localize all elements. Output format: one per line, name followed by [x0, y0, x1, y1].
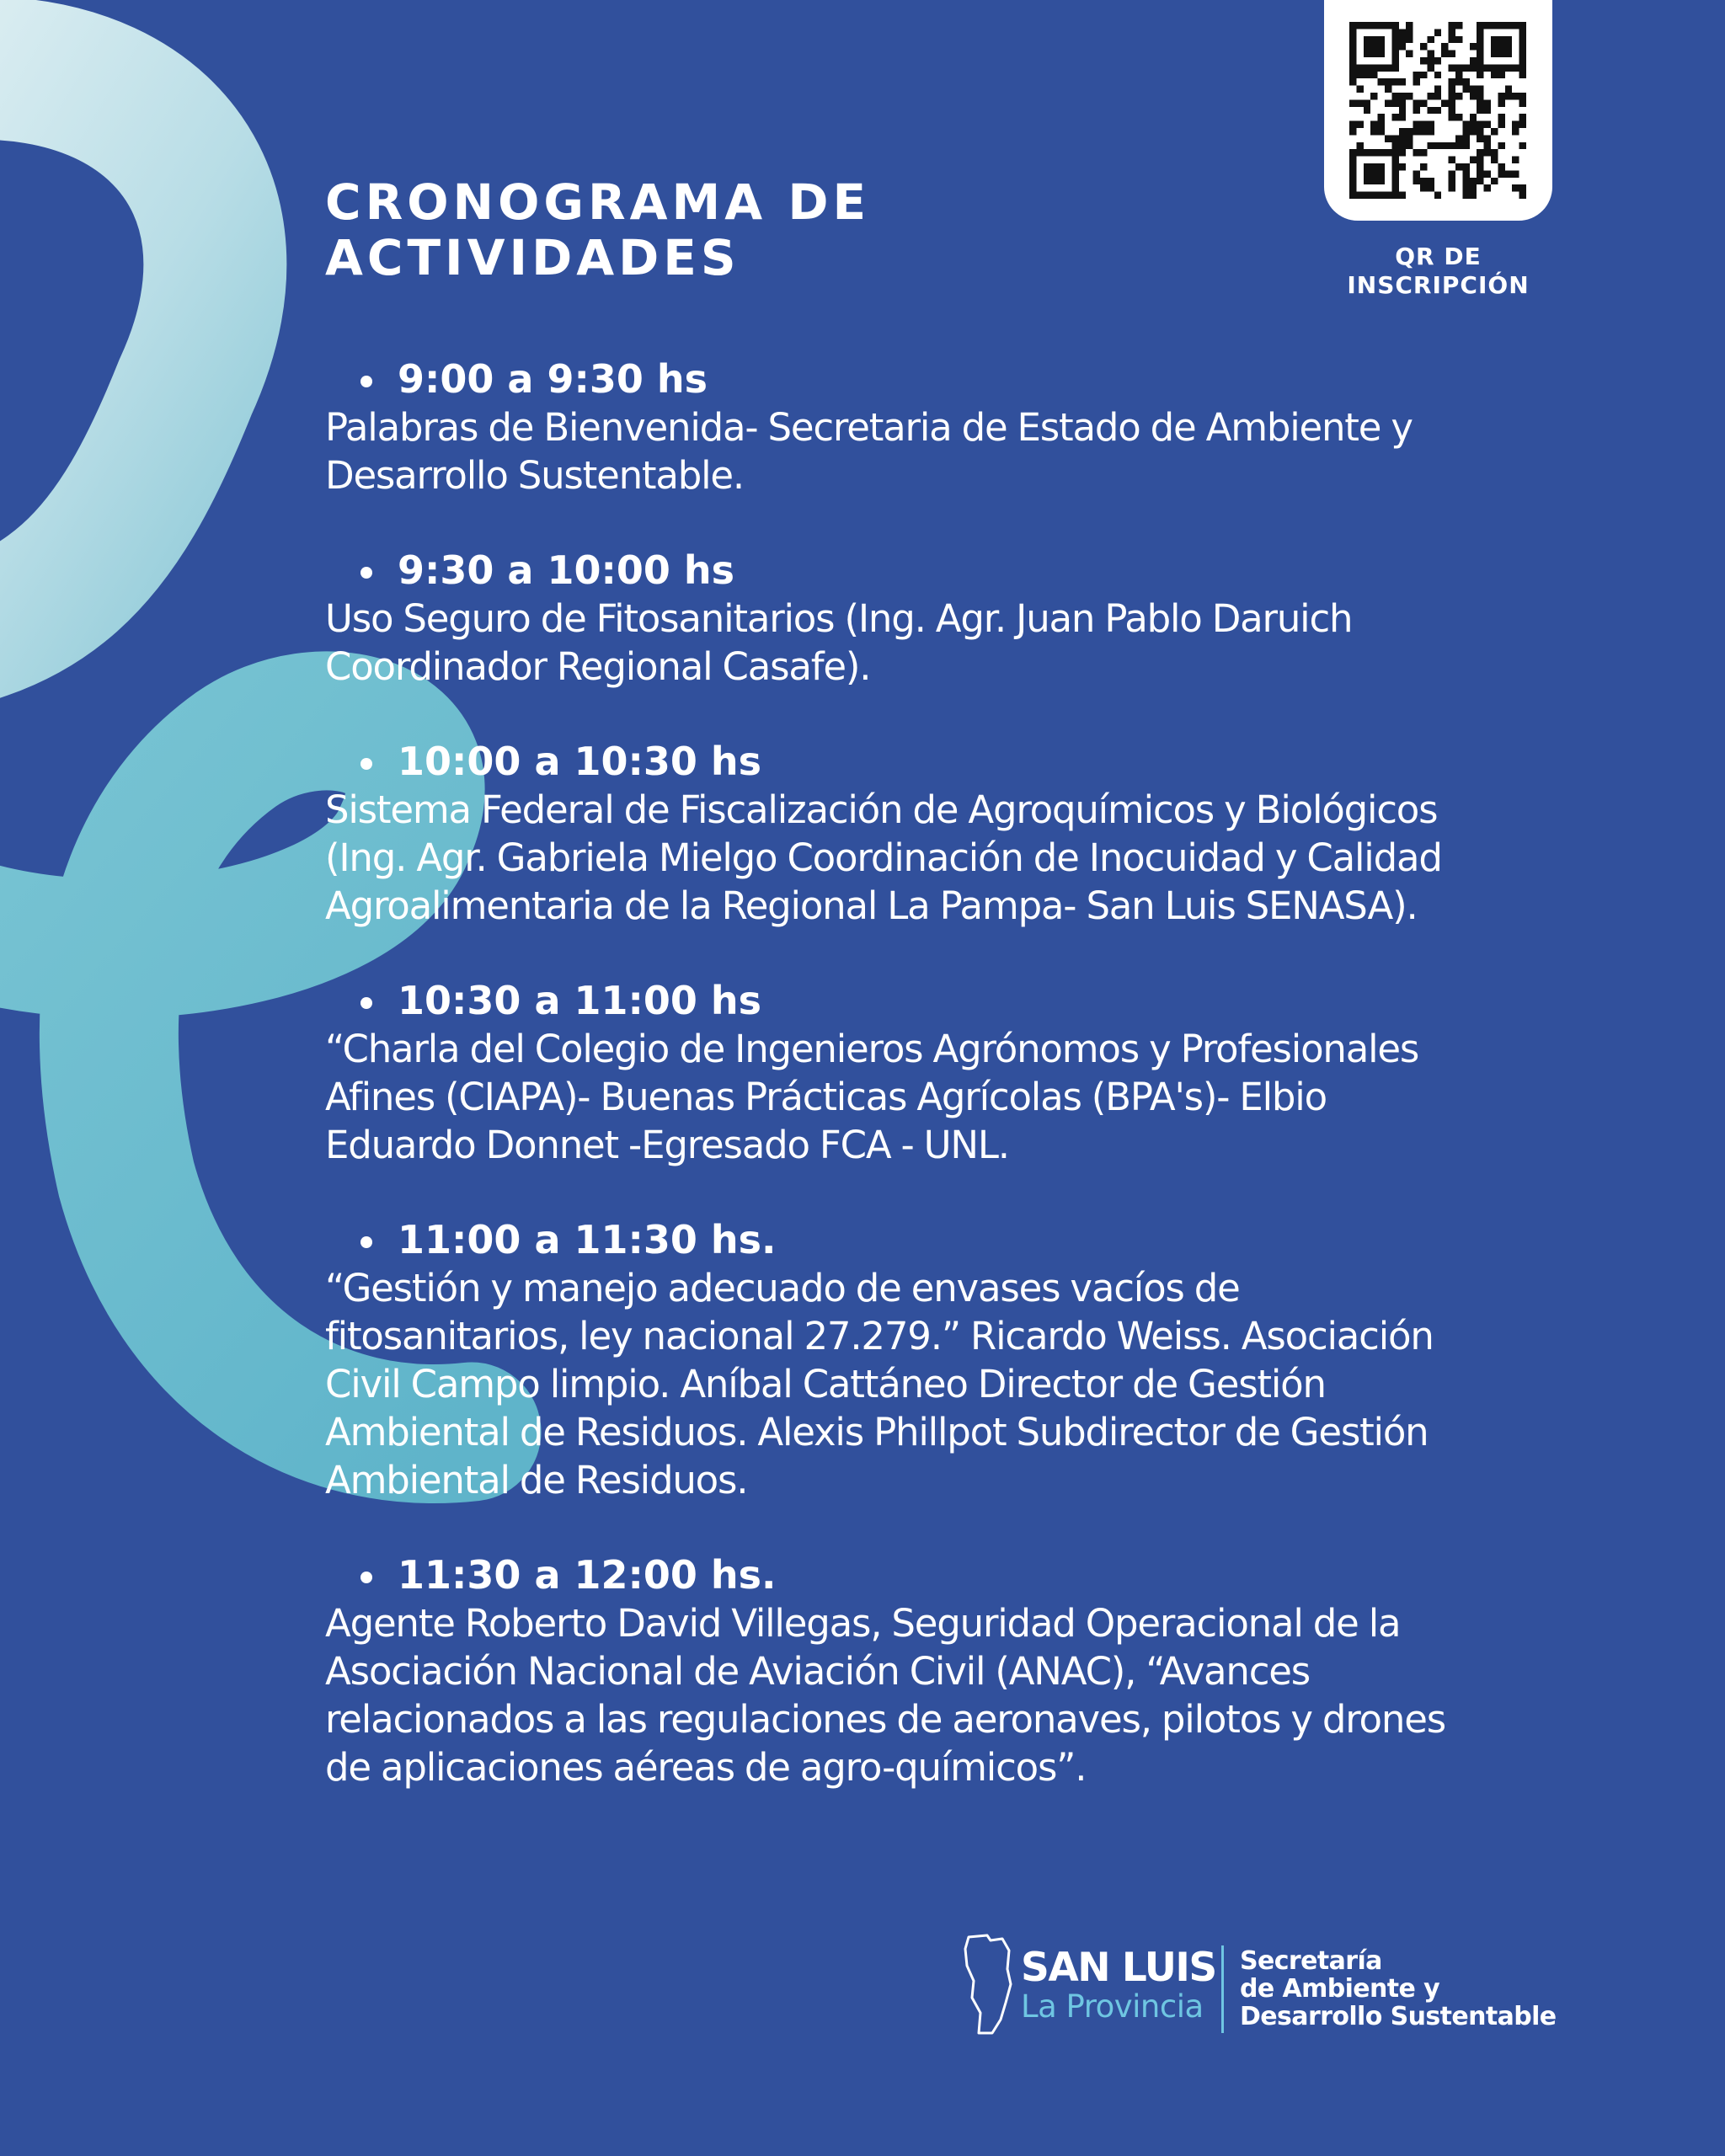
- qr-code-icon[interactable]: [1349, 22, 1526, 199]
- qr-caption-line-2: INSCRIPCIÓN: [1347, 271, 1530, 300]
- footer-logo: [960, 1930, 1567, 2040]
- schedule-description-line: Agroalimentaria de la Regional La Pampa- San Luis SENASA).: [325, 883, 1418, 928]
- activity-schedule: [325, 355, 1538, 1838]
- schedule-description-line: Desarrollo Sustentable.: [325, 453, 745, 498]
- schedule-description-line: Palabras de Bienvenida- Secretaria de Estado de Ambiente y: [325, 405, 1413, 450]
- schedule-description-line: Sistema Federal de Fiscalización de Agroquímicos y Biológicos: [325, 787, 1438, 832]
- schedule-item: [325, 355, 1538, 499]
- qr-caption-line-1: QR DE: [1395, 243, 1482, 270]
- schedule-time: 9:00 a 9:30 hs: [325, 355, 1538, 403]
- schedule-item: [325, 1551, 1538, 1791]
- schedule-time: 10:30 a 11:00 hs: [325, 977, 1538, 1025]
- brand-name: SAN LUIS: [1021, 1945, 1216, 1991]
- schedule-description-line: (Ing. Agr. Gabriela Mielgo Coordinación de Inocuidad y Calidad: [325, 835, 1442, 880]
- schedule-description-line: relacionados a las regulaciones de aeronaves, pilotos y drones: [325, 1697, 1445, 1742]
- schedule-description-line: Afines (CIAPA)- Buenas Prácticas Agrícolas (BPA's)- Elbio: [325, 1075, 1327, 1119]
- department-line-3: Desarrollo Sustentable: [1240, 2002, 1557, 2031]
- schedule-item: [325, 738, 1538, 930]
- schedule-description-line: “Charla del Colegio de Ingenieros Agrónomos y Profesionales: [325, 1027, 1419, 1071]
- schedule-description-line: Civil Campo limpio. Aníbal Cattáneo Director de Gestión: [325, 1362, 1326, 1406]
- registration-qr-card[interactable]: [1324, 0, 1552, 221]
- schedule-time: 9:30 a 10:00 hs: [325, 547, 1538, 595]
- schedule-description-line: Ambiental de Residuos.: [325, 1458, 748, 1502]
- schedule-time: 10:00 a 10:30 hs: [325, 738, 1538, 786]
- page-title-line-1: CRONOGRAMA DE: [325, 173, 871, 231]
- department-line-1: Secretaría: [1240, 1946, 1382, 1976]
- brand-divider: [1221, 1945, 1224, 2033]
- schedule-item: [325, 547, 1538, 691]
- schedule-description-line: “Gestión y manejo adecuado de envases vacíos de: [325, 1266, 1240, 1310]
- department-name: [1240, 1947, 1557, 2031]
- schedule-description-line: Ambiental de Residuos. Alexis Phillpot Subdirector de Gestión: [325, 1410, 1429, 1454]
- schedule-description-line: de aplicaciones aéreas de agro-químicos”.: [325, 1745, 1087, 1790]
- schedule-item: [325, 1216, 1538, 1504]
- schedule-description-line: Asociación Nacional de Aviación Civil (ANAC), “Avances: [325, 1649, 1311, 1694]
- schedule-description-line: Agente Roberto David Villegas, Seguridad Operacional de la: [325, 1601, 1401, 1646]
- schedule-description-line: Coordinador Regional Casafe).: [325, 644, 871, 689]
- schedule-description-line: fitosanitarios, ley nacional 27.279.” Ricardo Weiss. Asociación: [325, 1314, 1434, 1358]
- department-line-2: de Ambiente y: [1240, 1974, 1440, 2004]
- schedule-time: 11:00 a 11:30 hs.: [325, 1216, 1538, 1264]
- schedule-item: [325, 977, 1538, 1169]
- schedule-description-line: Uso Seguro de Fitosanitarios (Ing. Agr. Juan Pablo Daruich: [325, 596, 1353, 641]
- page-title-line-2: ACTIVIDADES: [325, 228, 740, 286]
- san-luis-map-icon: [962, 1932, 1014, 2036]
- schedule-description-line: Eduardo Donnet -Egresado FCA - UNL.: [325, 1123, 1009, 1167]
- schedule-time: 11:30 a 12:00 hs.: [325, 1551, 1538, 1599]
- page-title: [325, 175, 870, 286]
- brand-subtitle: La Provincia: [1021, 1988, 1204, 2025]
- qr-caption: [1324, 243, 1552, 300]
- brand-wordmark: [1021, 1947, 1216, 2025]
